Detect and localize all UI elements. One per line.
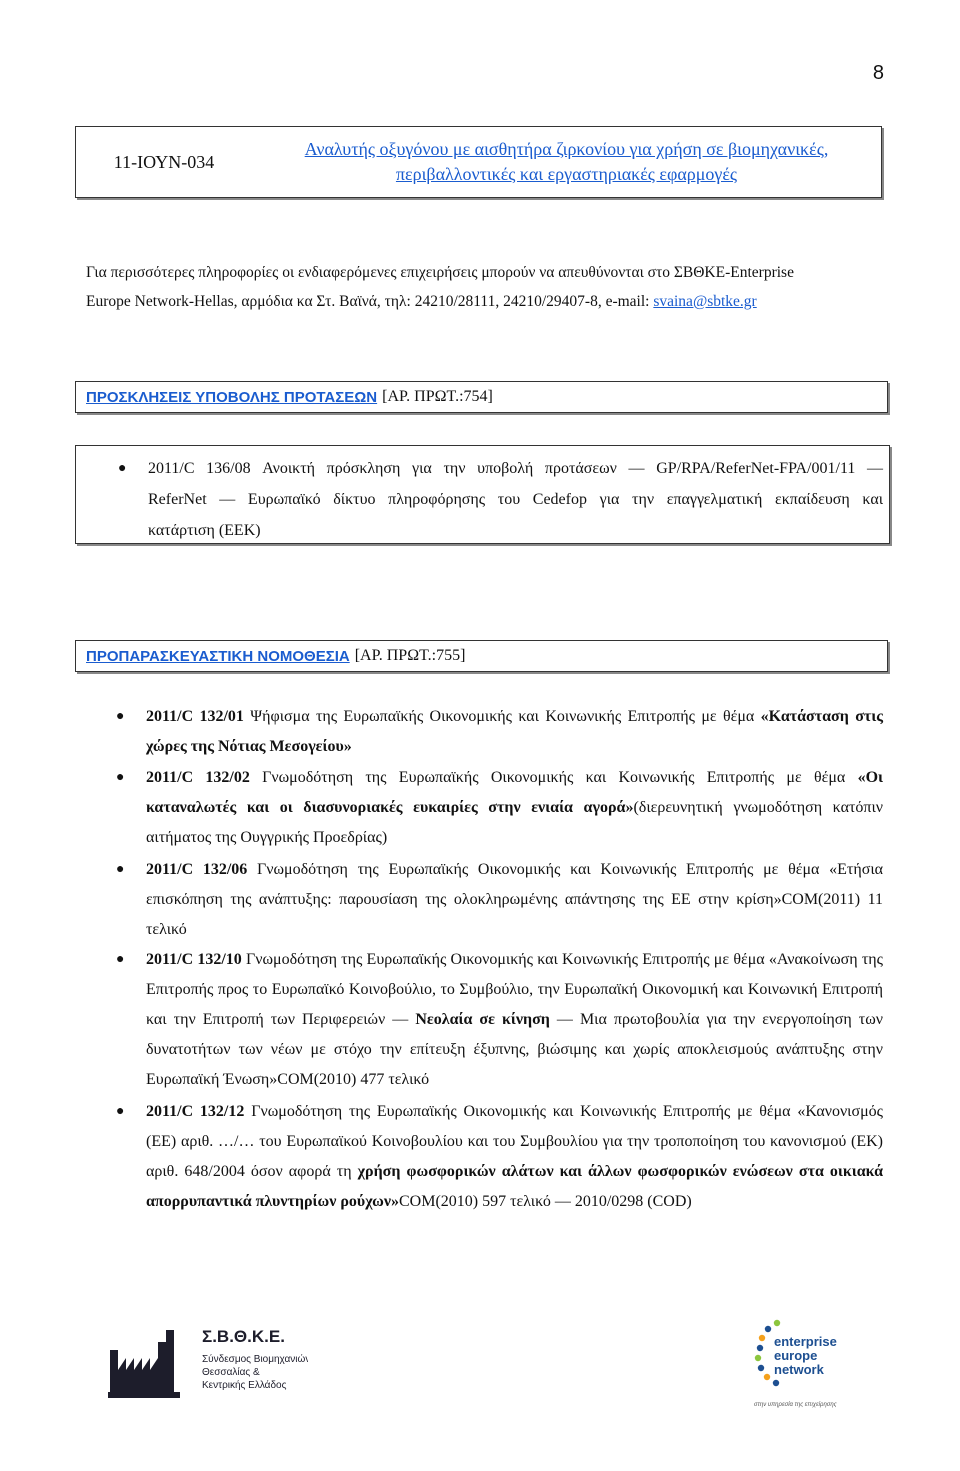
reference-box	[75, 126, 882, 198]
item-text: Γνωμοδότηση της Ευρωπαϊκής Οικονομικής και Κοινωνικής Επιτροπής με θέμα	[262, 769, 846, 786]
item-bold-text: χρήση φωσφορικών αλάτων και άλλων φωσφορικών ενώσεων στα οικιακά απορρυπαντικά πλυντηρίων ρούχων»	[146, 1163, 884, 1210]
list-item	[116, 945, 884, 1095]
call-line1: 2011/C 136/08 Ανοικτή πρόσκληση για την υποβολή προτάσεων — GP/RPA/ReferNet-FPA/001/11 —	[148, 460, 883, 477]
item-text: Γνωμοδότηση της Ευρωπαϊκής Οικονομικής και Κοινωνικής Επιτροπής με θέμα «Ετήσια επισκόπηση της ανάπτυξης: παρουσίαση της ολοκληρωμένης απάντησης της ΕΕ στην κρίση»COM(2011) 11 τελικό	[146, 861, 884, 938]
list-item	[116, 855, 884, 945]
een-tagline: στην υπηρεσία της επιχείρησης	[754, 1402, 837, 1408]
een-line3: network	[774, 1362, 824, 1377]
item-code: 2011/C 132/02	[146, 769, 250, 786]
sbtke-subtitle-3: Κεντρικής Ελλάδος	[202, 1380, 287, 1391]
reference-title-link-line2[interactable]: περιβαλλοντικές και εργαστηριακές εφαρμογές	[395, 164, 738, 184]
contact-line1: Για περισσότερες πληροφορίες οι ενδιαφερόμενες επιχειρήσεις μπορούν να απευθύνονται στο ΣΒΘΚΕ-Enterprise	[86, 264, 794, 281]
item-tail: (διερευνητική γνωμοδότηση κατόπιν αιτήματος της Ουγγρικής Προεδρίας)	[146, 799, 884, 846]
section-legislation-title[interactable]: ΠΡΟΠΑΡΑΣΚΕΥΑΣΤΙΚΗ ΝΟΜΟΘΕΣΙΑ	[86, 647, 350, 665]
item-bold-text: «Οι καταναλωτές και οι διασυνοριακές ευκαιρίες στην ενιαία αγορά»	[146, 769, 884, 816]
een-line1: enterprise	[774, 1334, 837, 1349]
sbtke-subtitle-1: Σύνδεσμος Βιομηχανιών	[202, 1354, 308, 1365]
list-item	[116, 1097, 884, 1217]
bullet-icon: ●	[116, 862, 125, 877]
sbtke-logo	[108, 1320, 308, 1400]
item-code: 2011/C 132/06	[146, 861, 248, 878]
sbtke-emblem-icon	[108, 1320, 308, 1400]
een-logo	[752, 1318, 848, 1410]
page-number: 8	[872, 62, 884, 84]
item-code: 2011/C 132/01	[146, 708, 244, 725]
section-calls-header	[75, 381, 888, 413]
item-code: 2011/C 132/10	[146, 951, 242, 968]
section-legislation-header	[75, 640, 888, 672]
item-text: Γνωμοδότηση της Ευρωπαϊκής Οικονομικής και Κοινωνικής Επιτροπής με θέμα «Ανακοίνωση της Επιτροπής προς το Ευρωπαϊκό Κοινοβούλιο, το Συμβούλιο, την Ευρωπαϊκή Οικονομική και Κοινωνική Επιτροπή και την Επιτροπή των Περιφερειών —	[146, 951, 884, 1028]
bullet-icon: ●	[116, 709, 125, 724]
section-calls-title[interactable]: ΠΡΟΣΚΛΗΣΕΙΣ ΥΠΟΒΟΛΗΣ ΠΡΟΤΑΣΕΩΝ	[86, 388, 378, 406]
item-code: 2011/C 132/12	[146, 1103, 245, 1120]
contact-line2	[86, 287, 886, 316]
item-text: Γνωμοδότηση της Ευρωπαϊκής Οικονομικής και Κοινωνικής Επιτροπής με θέμα «Κανονισμός (ΕΕ) αριθ. …/… του Ευρωπαϊκού Κοινοβουλίου και του Συμβουλίου για την τροποποίηση του κανονισμού (ΕΚ) αριθ. 648/2004 όσον αφορά τη	[146, 1103, 884, 1180]
item-text: Ψήφισμα της Ευρωπαϊκής Οικονομικής και Κοινωνικής Επιτροπής με θέμα	[250, 708, 755, 725]
call-line2: ReferNet — Ευρωπαϊκό δίκτυο πληροφόρησης του Cedefop για την επαγγελματική εκπαίδευση και	[148, 491, 883, 508]
een-star-icon	[752, 1318, 848, 1410]
item-bold-text: Νεολαία σε κίνηση	[415, 1011, 550, 1028]
contact-line2-text: Europe Network-Hellas, αρμόδια κα Στ. Βαϊνά, τηλ: 24210/28111, 24210/29407-8, e-mail:	[86, 293, 654, 310]
item-bold-text: «Κατάσταση στις χώρες της Νότιας Μεσογείου»	[146, 708, 883, 755]
list-item	[116, 763, 884, 853]
reference-title[interactable]	[252, 127, 881, 197]
section-legislation-protocol: [ΑΡ. ΠΡΩΤ.:755]	[354, 647, 466, 664]
item-tail: — Μια πρωτοβουλία για την ενεργοποίηση των δυνατοτήτων των νέων με στόχο την επίτευξη έξυπνης, βιώσιμης και χωρίς αποκλεισμούς ανάπτυξης στην Ευρωπαϊκή Ένωση»COM(2010) 477 τελικό	[146, 1011, 883, 1088]
email-link[interactable]: svaina@sbtke.gr	[653, 293, 757, 310]
call-item	[118, 453, 883, 546]
contact-paragraph	[86, 258, 886, 316]
reference-id: 11-ΙΟΥΝ-034	[113, 151, 215, 172]
reference-title-link-line1[interactable]: Αναλυτής οξυγόνου με αισθητήρα ζιρκονίου για χρήση σε βιομηχανικές,	[304, 139, 829, 159]
bullet-icon: ●	[116, 770, 125, 785]
bullet-icon: ●	[116, 1104, 125, 1119]
item-tail: COM(2010) 597 τελικό — 2010/0298 (COD)	[398, 1193, 692, 1210]
bullet-icon: ●	[116, 952, 125, 967]
bullet-icon: ●	[118, 461, 127, 476]
list-item	[116, 702, 883, 762]
call-line3: κατάρτιση (ΕΕΚ)	[148, 522, 261, 539]
section-calls-protocol: [ΑΡ. ΠΡΩΤ.:754]	[382, 388, 493, 405]
sbtke-title: Σ.Β.Θ.Κ.Ε.	[202, 1327, 285, 1346]
een-line2: europe	[774, 1348, 818, 1363]
sbtke-subtitle-2: Θεσσαλίας &	[202, 1367, 260, 1378]
